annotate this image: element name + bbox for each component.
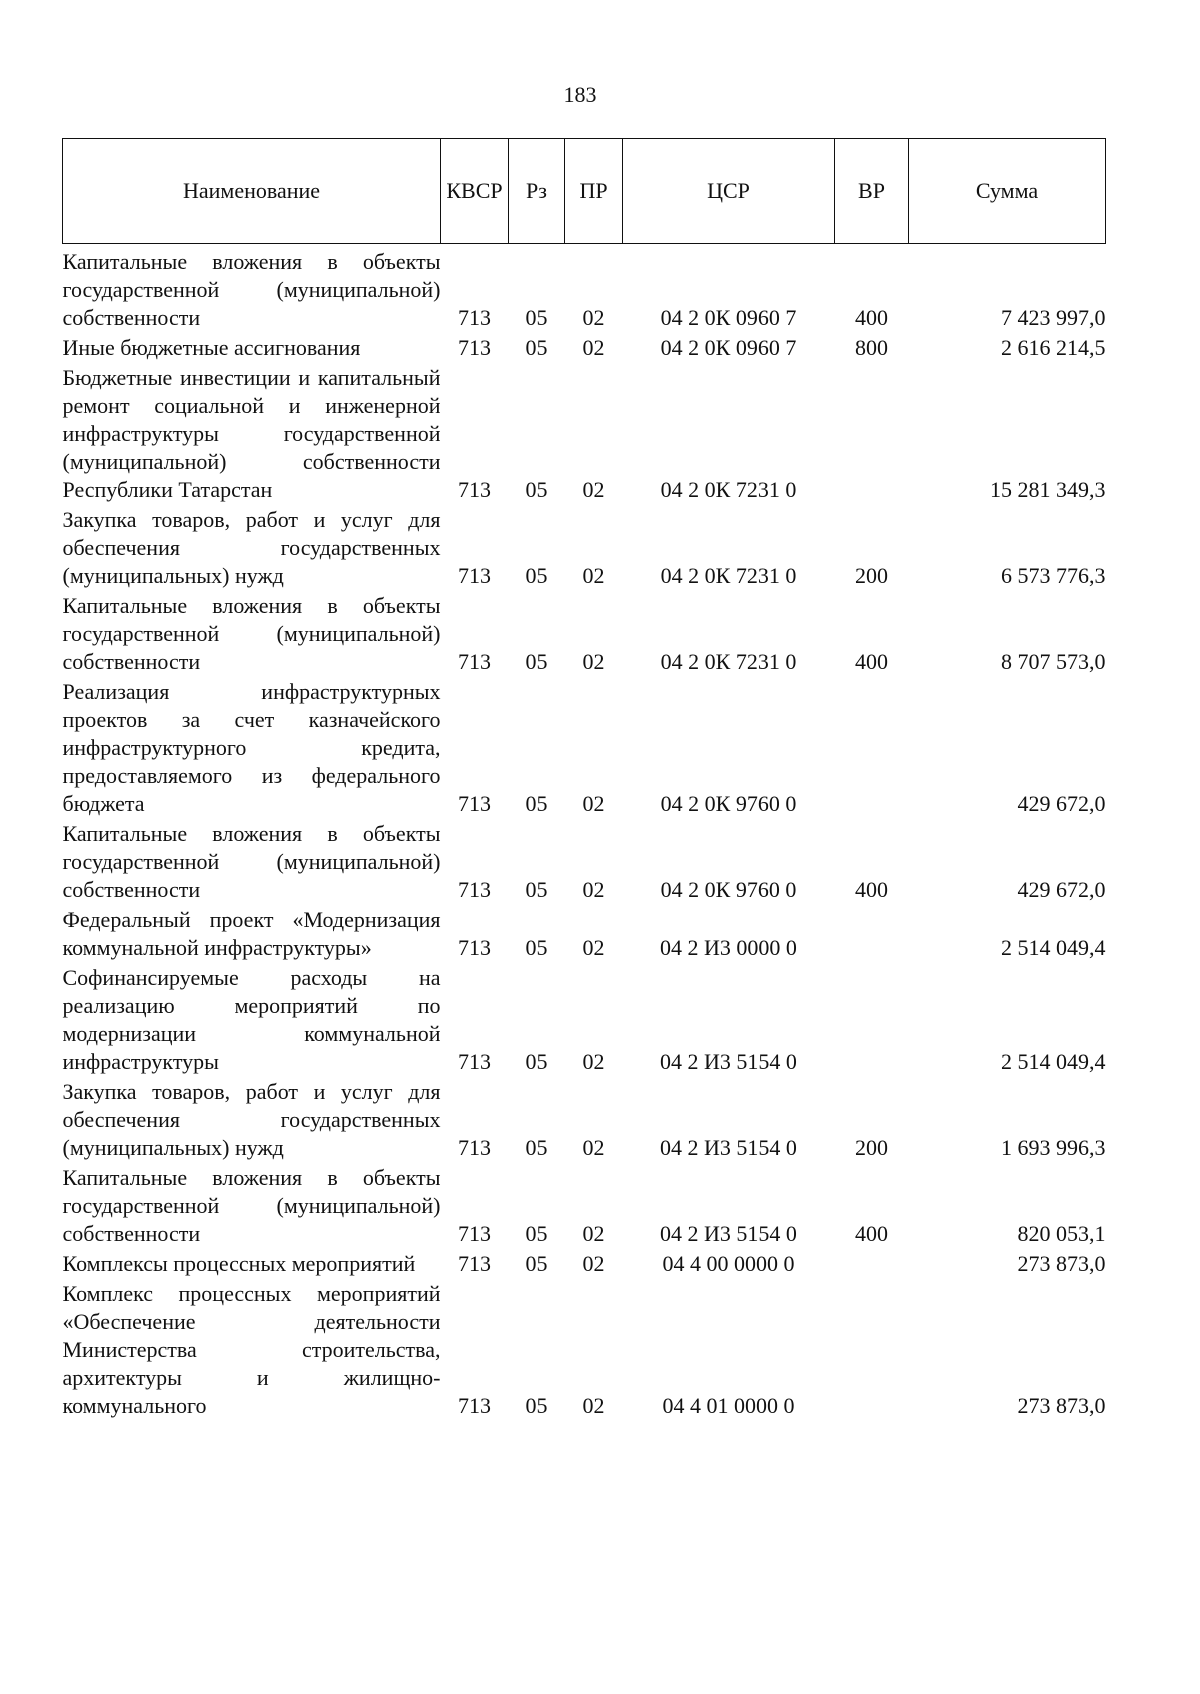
row-pr: 02 — [582, 477, 605, 502]
row-sum: 2 514 049,4 — [1001, 935, 1106, 960]
row-rz: 05 — [525, 563, 548, 588]
table-row — [63, 363, 1106, 505]
row-tsr: 04 2 0К 7231 0 — [660, 649, 797, 674]
row-kvsr: 713 — [458, 877, 491, 902]
table-row — [63, 1249, 1106, 1279]
row-pr: 02 — [582, 335, 605, 360]
row-vr: 400 — [855, 877, 888, 902]
row-kvsr: 713 — [458, 477, 491, 502]
row-kvsr: 713 — [458, 1135, 491, 1160]
row-rz: 05 — [525, 649, 548, 674]
row-sum: 2 616 214,5 — [1001, 335, 1106, 360]
row-rz: 05 — [525, 305, 548, 330]
row-rz: 05 — [525, 335, 548, 360]
header-rz: Рз — [509, 139, 565, 244]
row-name: Капитальные вложения в объекты государственной (муниципальной) собственности — [62, 1165, 441, 1246]
row-sum: 273 873,0 — [1017, 1393, 1106, 1418]
row-name: Софинансируемые расходы на реализацию мероприятий по модернизации коммунальной инфраструктуры — [62, 965, 441, 1074]
row-rz: 05 — [525, 1135, 548, 1160]
row-tsr: 04 2 0К 9760 0 — [660, 791, 797, 816]
row-kvsr: 713 — [458, 1251, 491, 1276]
row-sum: 820 053,1 — [1017, 1221, 1106, 1246]
row-name: Капитальные вложения в объекты государственной (муниципальной) собственности — [62, 593, 441, 674]
table-row — [63, 1077, 1106, 1163]
row-pr: 02 — [582, 877, 605, 902]
row-name: Капитальные вложения в объекты государственной (муниципальной) собственности — [62, 821, 441, 902]
row-pr: 02 — [582, 563, 605, 588]
row-name: Закупка товаров, работ и услуг для обеспечения государственных (муниципальных) нужд — [62, 1079, 441, 1160]
table-row — [63, 244, 1106, 334]
row-name: Бюджетные инвестиции и капитальный ремонт социальной и инженерной инфраструктуры государственной (муниципальной) собственности Республики Татарстан — [62, 365, 441, 502]
row-sum: 8 707 573,0 — [1001, 649, 1106, 674]
row-tsr: 04 2 0К 0960 7 — [660, 305, 797, 330]
row-name: Комплекс процессных мероприятий «Обеспечение деятельности Министерства строительства, архитектуры и жилищно-коммунального — [62, 1281, 441, 1418]
row-name: Капитальные вложения в объекты государственной (муниципальной) собственности — [62, 249, 441, 330]
row-rz: 05 — [525, 935, 548, 960]
row-kvsr: 713 — [458, 935, 491, 960]
row-rz: 05 — [525, 477, 548, 502]
row-sum: 7 423 997,0 — [1001, 305, 1106, 330]
row-sum: 6 573 776,3 — [1001, 563, 1106, 588]
row-rz: 05 — [525, 1049, 548, 1074]
row-sum: 429 672,0 — [1017, 877, 1106, 902]
row-name: Иные бюджетные ассигнования — [62, 335, 361, 360]
row-pr: 02 — [582, 1049, 605, 1074]
row-rz: 05 — [525, 877, 548, 902]
row-sum: 2 514 049,4 — [1001, 1049, 1106, 1074]
row-tsr: 04 2 0К 7231 0 — [660, 563, 797, 588]
header-pr: ПР — [565, 139, 623, 244]
table-row — [63, 1279, 1106, 1421]
table-row — [63, 591, 1106, 677]
row-vr: 400 — [855, 1221, 888, 1246]
table-row — [63, 333, 1106, 363]
row-pr: 02 — [582, 1221, 605, 1246]
table-row — [63, 819, 1106, 905]
row-kvsr: 713 — [458, 335, 491, 360]
row-pr: 02 — [582, 1251, 605, 1276]
row-kvsr: 713 — [458, 1049, 491, 1074]
row-vr: 400 — [855, 649, 888, 674]
header-tsr: ЦСР — [623, 139, 835, 244]
row-sum: 15 281 349,3 — [990, 477, 1106, 502]
row-tsr: 04 2 И3 5154 0 — [660, 1221, 797, 1246]
row-tsr: 04 4 00 0000 0 — [662, 1251, 795, 1276]
row-rz: 05 — [525, 791, 548, 816]
header-name: Наименование — [63, 139, 441, 244]
header-sum: Сумма — [909, 139, 1106, 244]
row-vr — [835, 905, 909, 963]
table-row — [63, 1163, 1106, 1249]
row-vr — [835, 363, 909, 505]
row-pr: 02 — [582, 1135, 605, 1160]
row-rz: 05 — [525, 1221, 548, 1246]
row-kvsr: 713 — [458, 305, 491, 330]
row-sum: 1 693 996,3 — [1001, 1135, 1106, 1160]
row-name: Реализация инфраструктурных проектов за счет казначейского инфраструктурного кредита, предоставляемого из федерального бюджета — [62, 679, 441, 816]
row-kvsr: 713 — [458, 649, 491, 674]
row-pr: 02 — [582, 1393, 605, 1418]
row-rz: 05 — [525, 1393, 548, 1418]
row-name: Комплексы процессных мероприятий — [62, 1251, 416, 1276]
row-vr — [835, 963, 909, 1077]
row-pr: 02 — [582, 649, 605, 674]
budget-table — [62, 138, 1106, 1421]
row-tsr: 04 2 0К 9760 0 — [660, 877, 797, 902]
header-vr: ВР — [835, 139, 909, 244]
row-name: Федеральный проект «Модернизация коммунальной инфраструктуры» — [62, 907, 441, 960]
row-tsr: 04 4 01 0000 0 — [662, 1393, 795, 1418]
page-number: 183 — [563, 82, 597, 107]
row-tsr: 04 2 0К 0960 7 — [660, 335, 797, 360]
row-kvsr: 713 — [458, 1221, 491, 1246]
row-kvsr: 713 — [458, 791, 491, 816]
row-vr — [835, 1249, 909, 1279]
row-pr: 02 — [582, 791, 605, 816]
row-vr: 200 — [855, 1135, 888, 1160]
row-kvsr: 713 — [458, 1393, 491, 1418]
row-vr — [835, 1279, 909, 1421]
row-tsr: 04 2 И3 0000 0 — [660, 935, 797, 960]
table-row — [63, 905, 1106, 963]
table-row — [63, 963, 1106, 1077]
row-name: Закупка товаров, работ и услуг для обеспечения государственных (муниципальных) нужд — [62, 507, 441, 588]
row-tsr: 04 2 0К 7231 0 — [660, 477, 797, 502]
header-kvsr: КВСР — [441, 139, 509, 244]
row-vr: 400 — [855, 305, 888, 330]
row-vr — [835, 677, 909, 819]
row-kvsr: 713 — [458, 563, 491, 588]
row-pr: 02 — [582, 935, 605, 960]
row-sum: 273 873,0 — [1017, 1251, 1106, 1276]
row-rz: 05 — [525, 1251, 548, 1276]
table-row — [63, 677, 1106, 819]
row-vr: 800 — [855, 335, 888, 360]
row-vr: 200 — [855, 563, 888, 588]
table-header-row — [63, 139, 1106, 244]
table-row — [63, 505, 1106, 591]
row-sum: 429 672,0 — [1017, 791, 1106, 816]
row-tsr: 04 2 И3 5154 0 — [660, 1135, 797, 1160]
row-pr: 02 — [582, 305, 605, 330]
row-tsr: 04 2 И3 5154 0 — [660, 1049, 797, 1074]
